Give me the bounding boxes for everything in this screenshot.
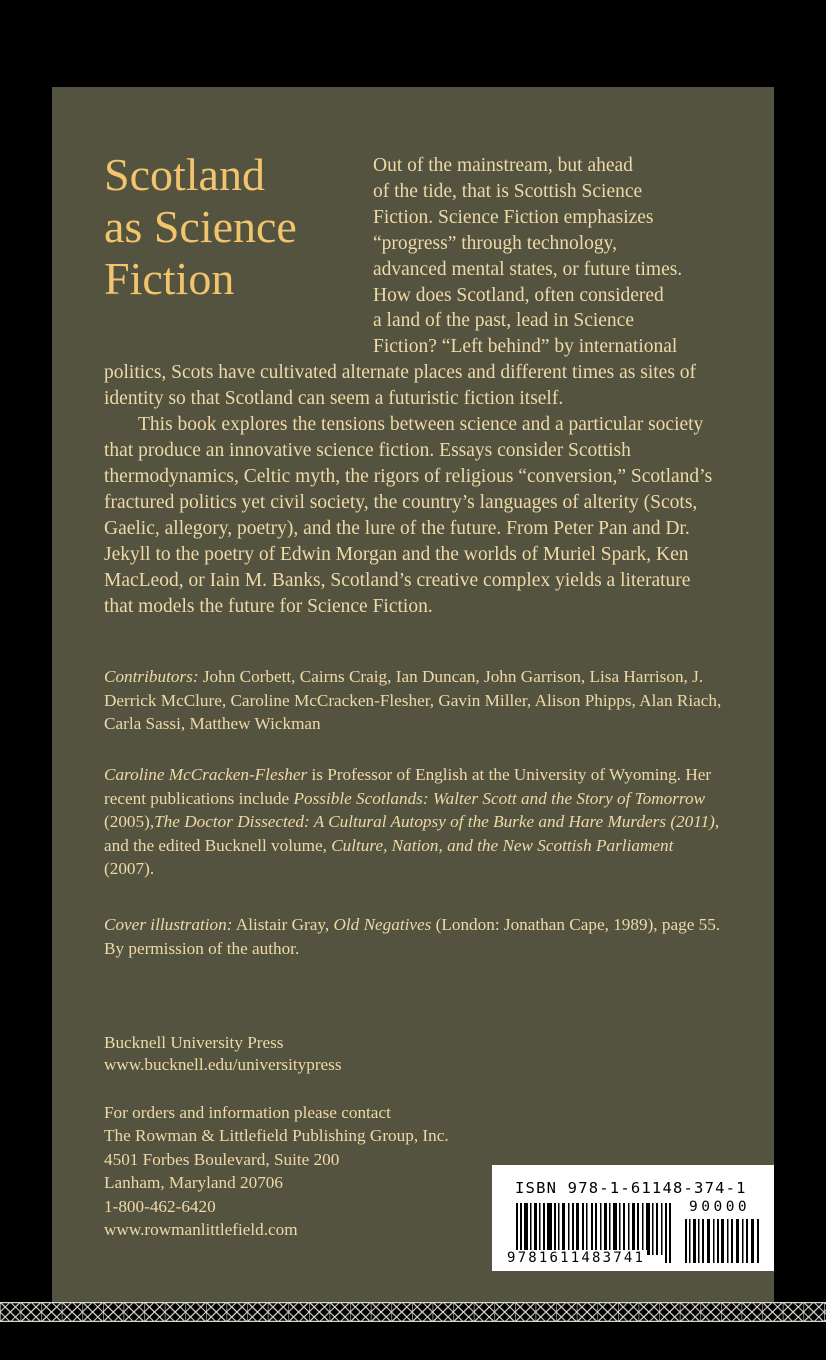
contributors-label: Contributors: (104, 667, 199, 686)
blurb-line: How does Scotland, often considered (373, 284, 664, 306)
publisher-name: Bucknell University Press (104, 1033, 284, 1052)
orders-line: The Rowman & Littlefield Publishing Group, Inc. (104, 1126, 449, 1146)
book-title-2: The Doctor Dissected: A Cultural Autopsy of the Burke and Hare Murders (2011) (154, 812, 715, 832)
title-line: Fiction (104, 253, 235, 304)
price-code: 90000 (689, 1199, 751, 1215)
blurb-line: of the tide, that is Scottish Science (373, 180, 643, 202)
orders-line: www.rowmanlittlefield.com (104, 1220, 298, 1240)
isbn-label: ISBN 978-1-61148-374-1 (515, 1179, 747, 1197)
barcode-addon-bars-icon (685, 1219, 761, 1263)
publisher-url: www.bucknell.edu/universitypress (104, 1055, 342, 1074)
orders-line: For orders and information please contact (104, 1103, 391, 1122)
book-title (104, 149, 344, 305)
book-title-3: Culture, Nation, and the New Scottish Parliament (331, 835, 674, 855)
bio-text: (2007). (104, 859, 155, 879)
editor-bio (104, 763, 724, 881)
cover-work-title: Old Negatives (333, 915, 432, 934)
cover-credit-label: Cover illustration: (104, 915, 233, 934)
blurb-paragraph-1-rest: politics, Scots have cultivated alternate places and different times as sites of identity so that Scotland can seem a futuristic fiction itself. (104, 362, 697, 409)
bio-text: , and the edited Bucknell volume, (104, 812, 720, 855)
publisher-block (104, 1032, 504, 1076)
back-cover-panel (52, 87, 774, 1302)
blurb-line: Fiction? “Left behind” by international (373, 336, 678, 358)
orders-block (104, 1101, 544, 1241)
barcode-digits: 9781611483741 (507, 1250, 646, 1266)
isbn-barcode (492, 1165, 774, 1271)
blurb-line: advanced mental states, or future times. (373, 258, 683, 280)
orders-line: 1-800-462-6420 (104, 1196, 216, 1216)
cover-artist: Alistair Gray, (232, 915, 334, 934)
diamond-lattice-border-icon (0, 1302, 826, 1322)
bio-text: is Professor of English at the University of Wyoming. Her recent publications include (104, 765, 712, 808)
blurb-paragraph-1-top (373, 153, 733, 360)
book-title-1: Possible Scotlands: Walter Scott and the Story of Tomorrow (293, 788, 706, 808)
blurb-line: a land of the past, lead in Science (373, 310, 634, 332)
title-line: as Science (104, 201, 297, 252)
cover-credit (104, 913, 724, 960)
blurb-line: “progress” through technology, (373, 232, 618, 254)
editor-name: Caroline McCracken-Flesher (104, 765, 308, 784)
bio-text: (2005), (104, 812, 155, 832)
blurb-line: Fiction. Science Fiction emphasizes (373, 206, 654, 228)
title-line: Scotland (104, 149, 265, 200)
blurb-paragraph-2: This book explores the tensions between science and a particular society that produce an innovative science fiction. Essays consider Scottish thermodynamics, Celtic myth, the rigors of religious “conversion,” Scotland’s fractured politics yet civil society, the country’s languages of alterity (Scots, Gaelic, allegory, poetry), and the lure of the future. From Peter Pan and Dr. Jekyll to the poetry of Edwin Morgan and the worlds of Muriel Spark, Ken MacLeod, or Iain M. Banks, Scotland’s creative complex yields a literature that models the future for Science Fiction. (104, 414, 713, 617)
orders-line: Lanham, Maryland 20706 (104, 1173, 283, 1193)
cover-credit-details: (London: Jonathan Cape, 1989), page 55. By permission of the author. (104, 915, 721, 958)
blurb-line: Out of the mainstream, but ahead (373, 155, 633, 176)
contributors (104, 665, 724, 736)
contributors-names: John Corbett, Cairns Craig, Ian Duncan, John Garrison, Lisa Harrison, J. Derrick McClure, Caroline McCracken-Flesher, Gavin Miller, Alison Phipps, Alan Riach, Carla Sassi, Matthew Wickman (104, 667, 722, 734)
orders-line: 4501 Forbes Boulevard, Suite 200 (104, 1149, 340, 1169)
